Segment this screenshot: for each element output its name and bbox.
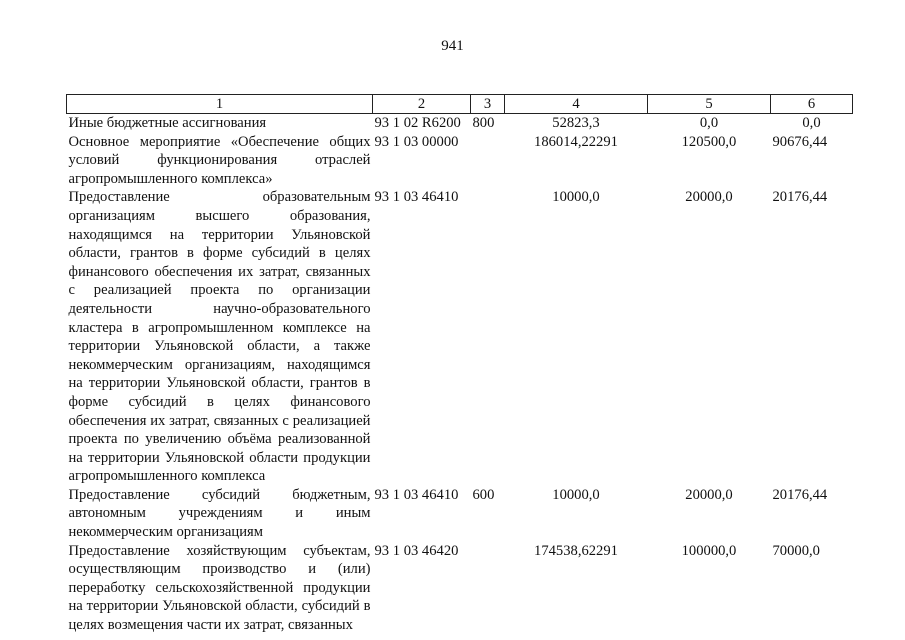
row-value-col4: 186014,22291 [534,133,618,150]
row-value-col5: 120500,0 [681,133,737,150]
row-value-col5: 100000,0 [681,542,737,559]
table-header-row [67,95,853,114]
column-header: 5 [648,95,771,114]
row-expense-type [471,542,505,635]
table-row [67,133,853,189]
row-value-col5: 20000,0 [685,486,733,503]
row-description: Иные бюджетные ассигнования [68,115,267,131]
row-value-col6: 20176,44 [772,486,828,503]
budget-table [66,94,853,635]
row-value-col4: 10000,0 [552,189,600,206]
row-description: Предоставление хозяйствующим субъектам, осуществляющим производство и (или) переработку сельскохозяйственной продукции на территории Ульяновской области, субсидий в целях возмещения части их затрат, связанных [68,542,371,634]
row-expense-type [471,133,505,189]
column-header: 1 [67,95,373,114]
table-row [67,486,853,542]
page-number: 941 [441,38,464,54]
row-code: 93 1 03 46410 [374,486,459,503]
row-expense-type [471,188,505,486]
column-header: 3 [471,95,505,114]
row-description: Предоставление образовательным организациям высшего образования, находящимся на территории Ульяновской области, грантов в форме субсидий в целях финансового обеспечения их затрат, связанных с реализацией проекта по организации деятельности научно-образовательного кластера в агропромышленном комплексе на территории Ульяновской области, а также некоммерческим организациям, находящимся на территории Ульяновской области, грантов в форме субсидий в целях финансового обеспечения их затрат, связанных с реализацией проекта по увеличению объёма реализованной на территории Ульяновской области продукции агропромышленного комплекса [68,189,371,485]
row-value-col6: 70000,0 [772,542,820,559]
row-description: Предоставление субсидий бюджетным, автономным учреждениям и иным некоммерческим организациям [68,486,371,541]
table-row [67,542,853,635]
row-value-col6: 90676,44 [772,133,828,150]
column-header: 6 [771,95,853,114]
row-value-col4: 10000,0 [552,486,600,503]
row-expense-type: 600 [472,486,495,503]
row-value-col6: 20176,44 [772,189,828,206]
row-code: 93 1 03 46420 [374,542,459,559]
row-value-col5: 20000,0 [685,189,733,206]
row-code: 93 1 03 00000 [374,133,459,150]
row-value-col6: 0,0 [802,115,821,131]
row-code: 93 1 03 46410 [374,189,459,206]
column-header: 4 [505,95,648,114]
row-value-col5: 0,0 [699,115,719,131]
row-code: 93 1 02 R6200 [374,115,461,131]
row-value-col4: 174538,62291 [534,542,618,559]
column-header: 2 [373,95,471,114]
row-value-col4: 52823,3 [552,115,600,131]
row-description: Основное мероприятие «Обеспечение общих условий функционирования отраслей агропромышленного комплекса» [68,133,371,187]
table-row [67,114,853,133]
table-row [67,188,853,486]
row-expense-type: 800 [472,115,495,131]
